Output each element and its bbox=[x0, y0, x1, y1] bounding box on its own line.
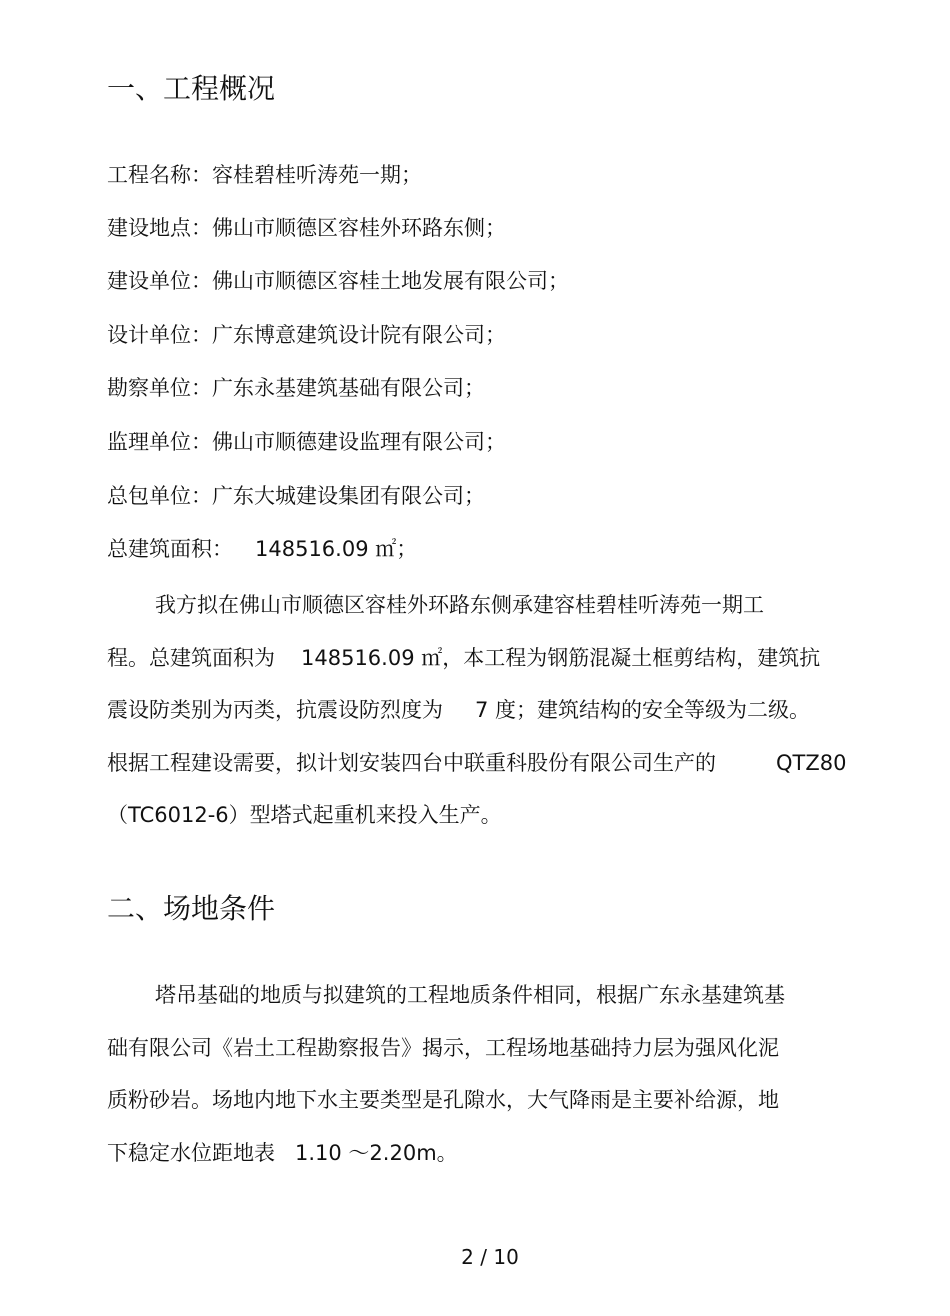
total-area-value: 148516.09 ㎡； bbox=[255, 537, 418, 561]
project-description-paragraph bbox=[107, 590, 867, 853]
site-conditions-paragraph bbox=[107, 980, 867, 1190]
paragraph-line: 我方拟在佛山市顺德区容桂外环路东侧承建容桂碧桂听涛苑一期工 bbox=[155, 593, 764, 617]
field-supervisor: 监理单位：佛山市顺德建设监理有限公司； bbox=[107, 430, 506, 454]
field-project-name: 工程名称：容桂碧桂听涛苑一期； bbox=[107, 163, 422, 187]
paragraph-line: 下稳定水位距地表 1.10 ～2.20m。 bbox=[107, 1140, 458, 1165]
paragraph-line: 础有限公司《岩土工程勘察报告》揭示，工程场地基础持力层为强风化泥 bbox=[107, 1035, 779, 1060]
paragraph-line: 根据工程建设需要，拟计划安装四台中联重科股份有限公司生产的 QTZ80 bbox=[107, 750, 847, 775]
paragraph-line: （TC6012-6）型塔式起重机来投入生产。 bbox=[107, 803, 502, 827]
field-owner: 建设单位：佛山市顺德区容桂土地发展有限公司； bbox=[107, 269, 569, 293]
section-1-heading: 一、工程概况 bbox=[107, 72, 276, 105]
paragraph-line: 质粉砂岩。场地内地下水主要类型是孔隙水，大气降雨是主要补给源，地 bbox=[107, 1088, 779, 1112]
field-total-area bbox=[107, 534, 417, 564]
field-surveyor: 勘察单位：广东永基建筑基础有限公司； bbox=[107, 376, 485, 400]
paragraph-line: 程。总建筑面积为 148516.09 ㎡，本工程为钢筋混凝土框剪结构，建筑抗 bbox=[107, 645, 821, 670]
paragraph-line: 塔吊基础的地质与拟建筑的工程地质条件相同，根据广东永基建筑基 bbox=[155, 983, 785, 1007]
field-location: 建设地点：佛山市顺德区容桂外环路东侧； bbox=[107, 216, 506, 240]
total-area-label: 总建筑面积： bbox=[107, 537, 233, 561]
paragraph-line: 震设防类别为丙类，抗震设防烈度为 7 度；建筑结构的安全等级为二级。 bbox=[107, 698, 811, 722]
field-designer: 设计单位：广东博意建筑设计院有限公司； bbox=[107, 323, 506, 347]
field-contractor: 总包单位：广东大城建设集团有限公司； bbox=[107, 484, 485, 508]
page-number: 2 / 10 bbox=[461, 1245, 519, 1269]
section-2-heading: 二、场地条件 bbox=[107, 892, 276, 925]
